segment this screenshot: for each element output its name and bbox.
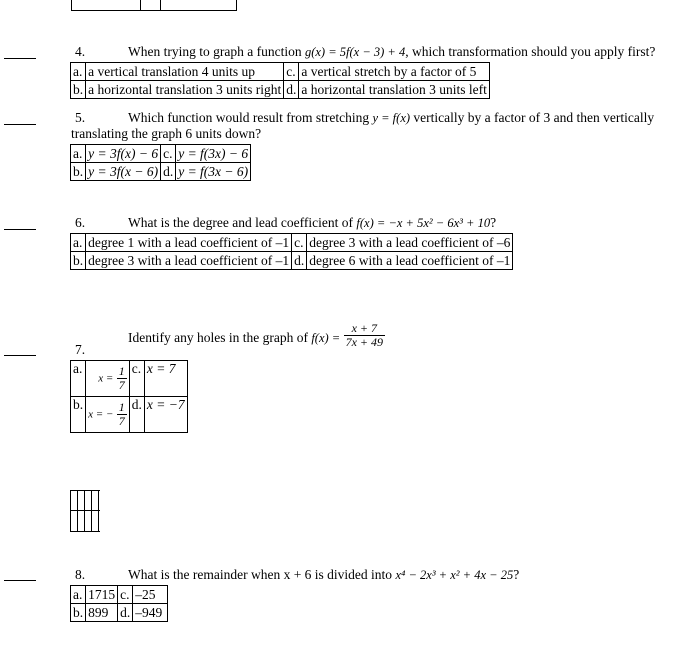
- question-8-prompt: [128, 567, 519, 583]
- table-row: [71, 63, 490, 81]
- answer-blank-q8[interactable]: [4, 580, 36, 581]
- question-5-prompt-line2: translating the graph 6 units down?: [71, 126, 262, 141]
- table-row: [71, 163, 251, 181]
- choice-label: c.: [284, 63, 299, 81]
- answer-blank-q5[interactable]: [4, 124, 36, 125]
- question-4-prompt-post: , which transformation should you apply first?: [405, 44, 656, 59]
- choice-d-text[interactable]: –949: [133, 604, 168, 622]
- choice-label: b.: [71, 604, 86, 622]
- table-divider: [160, 0, 161, 10]
- grid-line: [70, 490, 71, 532]
- choice-label: b.: [71, 163, 86, 181]
- choice-d-text[interactable]: y = f(3x − 6): [176, 163, 251, 181]
- choice-a-text[interactable]: degree 1 with a lead coefficient of –1: [86, 234, 292, 252]
- choice-label: a.: [71, 361, 86, 397]
- table-row: [71, 586, 168, 604]
- choice-a-fraction: [117, 365, 127, 392]
- choice-d-text[interactable]: a horizontal translation 3 units left: [299, 81, 490, 99]
- grid-line: [91, 490, 92, 532]
- answer-blank-q7[interactable]: [4, 355, 36, 356]
- grid-line: [84, 490, 85, 532]
- choice-d-text[interactable]: x = −7: [144, 397, 187, 433]
- choice-b-text[interactable]: y = 3f(x − 6): [86, 163, 161, 181]
- table-divider: [140, 0, 141, 10]
- question-6-prompt: [128, 215, 496, 231]
- choice-label: c.: [118, 586, 133, 604]
- question-4-prompt-pre: When trying to graph a function: [128, 44, 302, 59]
- choice-label: a.: [71, 145, 86, 163]
- table-row: [71, 145, 251, 163]
- question-5-number: 5.: [75, 110, 86, 125]
- question-7-fraction: [344, 322, 385, 349]
- table-row: [71, 252, 513, 270]
- question-6-prompt-pre: What is the degree and lead coefficient of: [128, 215, 354, 230]
- choice-b-text[interactable]: 899: [86, 604, 118, 622]
- choice-b-text[interactable]: [86, 397, 130, 433]
- empty-grid-table: [70, 490, 100, 532]
- choice-c-text[interactable]: degree 3 with a lead coefficient of –6: [307, 234, 513, 252]
- choice-a-text[interactable]: y = 3f(x) − 6: [86, 145, 161, 163]
- choice-label: b.: [71, 397, 86, 433]
- table-row: [71, 397, 188, 433]
- question-6-prompt-post: ?: [490, 215, 497, 230]
- fraction-numerator: 1: [118, 364, 125, 378]
- question-8-number: 8.: [75, 567, 86, 582]
- choice-label: d.: [161, 163, 176, 181]
- question-4-number: 4.: [75, 44, 86, 59]
- table-row: [71, 361, 188, 397]
- choice-label: b.: [71, 81, 86, 99]
- fraction-denominator: 7: [118, 378, 125, 392]
- question-7-function-lhs: f(x) =: [311, 331, 341, 345]
- choice-c-text[interactable]: x = 7: [144, 361, 187, 397]
- question-7-choices: [70, 360, 188, 433]
- choice-c-text[interactable]: y = f(3x) − 6: [176, 145, 251, 163]
- question-6-choices: [70, 233, 513, 270]
- choice-label: d.: [284, 81, 299, 99]
- choice-label: a.: [71, 586, 86, 604]
- choice-c-text[interactable]: –25: [133, 586, 168, 604]
- choice-b-lhs: x = −: [88, 408, 114, 421]
- question-5-choices: [70, 144, 251, 181]
- table-row: [71, 81, 490, 99]
- choice-label: d.: [129, 397, 144, 433]
- question-5-prompt: [128, 110, 654, 126]
- choice-b-fraction: [117, 401, 127, 428]
- choice-b-text[interactable]: degree 3 with a lead coefficient of –1: [86, 252, 292, 270]
- question-6-function: f(x) = −x + 5x² − 6x³ + 10: [356, 216, 491, 230]
- question-5-function: y = f(x): [372, 111, 411, 125]
- choice-label: a.: [71, 234, 86, 252]
- table-row: [71, 604, 168, 622]
- question-4-choices: [70, 62, 490, 99]
- choice-b-text[interactable]: a horizontal translation 3 units right: [86, 81, 284, 99]
- choice-label: d.: [292, 252, 307, 270]
- choice-label: c.: [129, 361, 144, 397]
- question-6-number: 6.: [75, 215, 86, 230]
- grid-line: [70, 531, 100, 532]
- question-5-prompt-pre: Which function would result from stretching: [128, 110, 370, 125]
- fraction-denominator: 7: [118, 414, 125, 428]
- answer-blank-q4[interactable]: [4, 58, 36, 59]
- question-8-choices: [70, 585, 168, 622]
- question-7-prompt: [128, 322, 385, 349]
- choice-label: a.: [71, 63, 86, 81]
- grid-line: [70, 510, 100, 511]
- question-4-prompt: [128, 44, 655, 60]
- choice-a-text[interactable]: [86, 361, 130, 397]
- fraction-denominator: 7x + 49: [345, 335, 384, 349]
- choice-label: d.: [118, 604, 133, 622]
- grid-line: [77, 490, 78, 532]
- fraction-numerator: x + 7: [344, 322, 385, 336]
- question-8-polynomial: x⁴ − 2x³ + x² + 4x − 25: [395, 568, 514, 582]
- choice-a-text[interactable]: a vertical translation 4 units up: [86, 63, 284, 81]
- answer-blank-q6[interactable]: [4, 229, 36, 230]
- question-4-function: g(x) = 5f(x − 3) + 4: [304, 45, 406, 59]
- question-7-prompt-pre: Identify any holes in the graph of: [128, 330, 308, 345]
- choice-d-text[interactable]: degree 6 with a lead coefficient of –1: [307, 252, 513, 270]
- fraction-numerator: 1: [118, 400, 125, 414]
- grid-line: [98, 490, 99, 532]
- question-8-prompt-post: ?: [513, 567, 520, 582]
- question-5-prompt-post: vertically by a factor of 3 and then vertically: [413, 110, 655, 125]
- table-row: [71, 234, 513, 252]
- question-7-number: 7.: [75, 342, 86, 357]
- grid-line: [70, 490, 100, 491]
- choice-c-text[interactable]: a vertical stretch by a factor of 5: [299, 63, 490, 81]
- choice-a-text[interactable]: 1715: [86, 586, 118, 604]
- choice-label: c.: [161, 145, 176, 163]
- choice-a-lhs: x =: [98, 372, 114, 385]
- choice-label: c.: [292, 234, 307, 252]
- choice-label: b.: [71, 252, 86, 270]
- question-8-prompt-pre: What is the remainder when x + 6 is divided into: [128, 567, 393, 582]
- previous-answer-table-fragment: [71, 0, 237, 11]
